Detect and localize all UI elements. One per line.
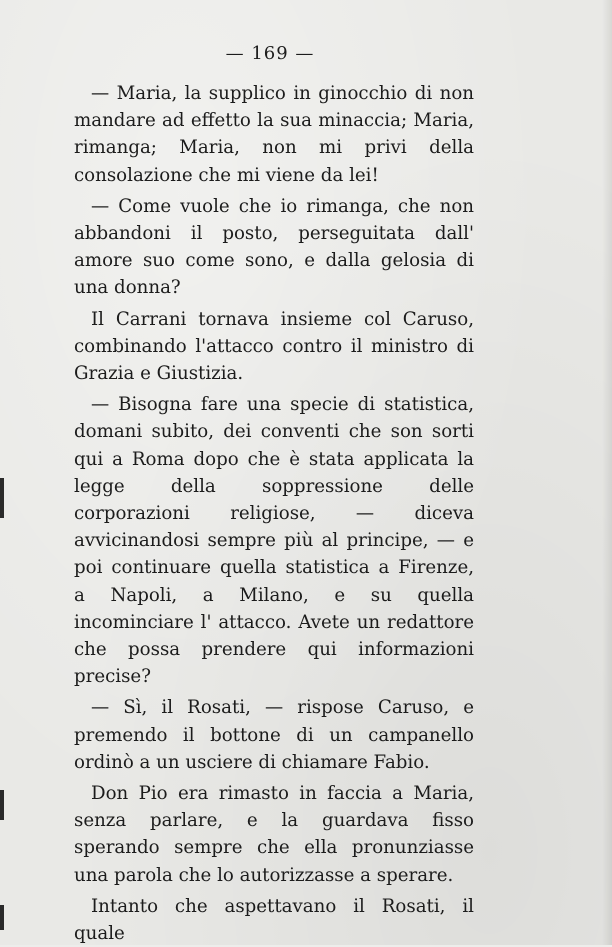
paragraph: Il Carrani tornava insieme col Caruso, combinando l'attacco contro il ministro di Grazia e Giustizia.: [74, 308, 474, 385]
binding-mark: [0, 905, 4, 930]
paragraph: — Sì, il Rosati, — rispose Caruso, e premendo il bottone di un campanello ordinò a un usciere di chiamare Fabio.: [74, 697, 474, 773]
body-text: [74, 80, 474, 947]
binding-mark: [0, 478, 4, 518]
paragraph: Don Pio era rimasto in faccia a Maria, senza parlare, e la guardava fisso sperando sempre che ella pronunziasse una parola che lo autorizzasse a sperare.: [74, 783, 474, 886]
paragraph: Intanto che aspettavano il Rosati, il quale: [74, 895, 474, 945]
page-edge-shadow: [602, 0, 612, 945]
binding-mark: [0, 790, 4, 820]
page-number: — 169 —: [225, 43, 315, 64]
paragraph: — Bisogna fare una specie di statistica, domani subito, dei conventi che son sorti qui a Roma dopo che è stata applicata la legge della soppressione delle corporazioni religiose, — diceva avvicinandosi sempre più al principe, — e poi continuare quella statistica a Firenze, a Napoli, a Milano, e su quella incominciare l' attacco. Avete un redattore che possa prendere qui informazioni precise?: [74, 394, 474, 688]
paragraph: — Come vuole che io rimanga, che non abbandoni il posto, perseguitata dall' amore suo come sono, e dalla gelosia di una donna?: [74, 195, 474, 299]
paragraph: — Maria, la supplico in ginocchio di non mandare ad effetto la sua minaccia; Maria, rimanga; Maria, non mi privi della consolazione che mi viene da lei!: [74, 83, 474, 186]
